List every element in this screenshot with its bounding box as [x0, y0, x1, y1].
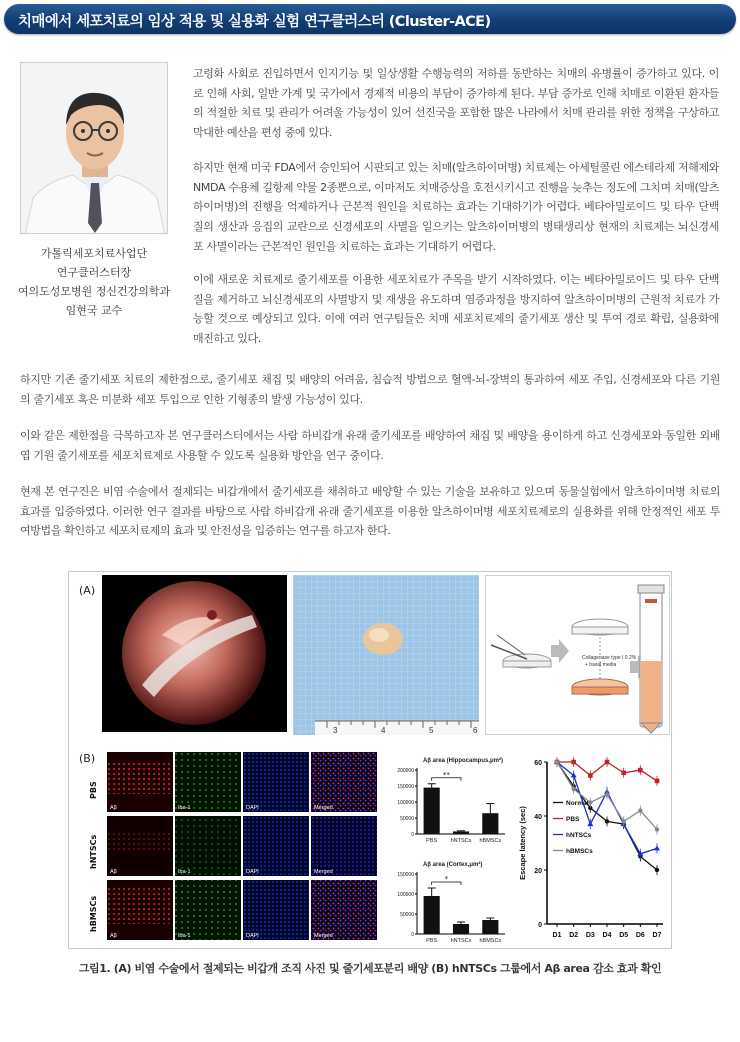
hippo-ytick-label: 0: [411, 832, 414, 838]
legend-label-hntscs: hNTSCs: [566, 832, 592, 839]
col-label-merged-1: Merged: [314, 805, 333, 811]
hippo-category-label: hBMSCs: [479, 838, 502, 844]
series-point-hbmscs: [588, 800, 592, 804]
series-point-normal: [655, 868, 659, 872]
paragraph-4: 하지만 기존 줄기세포 치료의 제한점으로, 줄기세포 채집 및 배양의 어려움, 침습적 방법으로 혈액-뇌-장벽의 통과하여 세포 주입, 신경세포와 다른 기원의 줄기세포 혹은 미분화 세포 투입으로 인한 기형종의 발생 가능성이 있다.: [20, 373, 720, 406]
series-point-normal: [605, 819, 609, 823]
series-point-hbmscs: [638, 808, 642, 812]
panel-b-label: (B): [79, 752, 96, 765]
title-bar: [4, 4, 736, 34]
line-ytick-label: 40: [534, 814, 542, 821]
line-xtick-label: D7: [652, 932, 662, 939]
cortex-bar: [482, 920, 498, 934]
line-xtick-label: D5: [619, 932, 629, 939]
hippo-significance-mark: **: [442, 770, 450, 779]
hippo-title: Aβ area (Hippocampus,μm²): [423, 758, 504, 764]
bar-chart-hippocampus: [381, 752, 511, 848]
legend-label-normal: Normal: [566, 800, 589, 807]
portrait-photo: [20, 62, 168, 234]
row-label-hntscs: hNTSCs: [89, 834, 98, 870]
col-label-abeta-3: Aβ: [110, 933, 117, 939]
col-label-iba1-3: Iba-1: [178, 933, 191, 939]
paragraph-3: 이에 새로운 치료제로 줄기세포를 이용한 세포치료가 주목을 받기 시작하였다. 이는 베타아밀로이드 및 타우 단백질을 제거하고 뇌신경세포의 사멸방지 및 재생을 유도하며 염증과정을 방지하여 알츠하이머병의 근원적 치료가 가능할 것으로 예상되고 있다. 이에 여러 연구팀들은 치매 세포치료제의 줄기세포 생산 및 투여 경로 확립, 실용화에 매진하고 있다.: [193, 273, 719, 346]
ruler-label-4: 4: [381, 726, 386, 735]
cortex-significance-mark: *: [444, 875, 449, 883]
cortex-category-label: hNTSCs: [450, 938, 472, 944]
col-label-merged-3: Merged: [314, 933, 333, 939]
paragraph-1: 고령화 사회로 진입하면서 인지기능 및 일상생활 수행능력의 저하를 동반하는 치매의 유병률이 증가하고 있다. 이로 인해 사회, 일반 가계 및 국가에서 경제적 비용의 부담이 증가하게 된다. 부담 증가로 인해 치매로 이환된 환자들의 적절한 치료 및 관리가 어려울 가능성이 있어 선진국을 포함한 많은 나라에서 치매 관리를 위한 정책을 구상하고 막대한 예산을 편성 중에 있다.: [193, 67, 719, 140]
series-point-pbs: [588, 773, 593, 778]
hippo-ytick-label: 100000: [397, 800, 414, 806]
person-affiliation: 가톨릭세포치료사업단: [40, 247, 148, 260]
cortex-bar: [453, 924, 469, 934]
paragraph-5: 이와 같은 제한점을 극복하고자 본 연구클러스터에서는 사람 하비갑개 유래 줄기세포를 배양하여 채집 및 배양을 용이하게 하고 신경세포와 동일한 외배엽 기원 줄기세포를 세포치료제로 사용할 수 있도록 실용화 방안을 연구 중이다.: [20, 429, 720, 462]
hippo-ytick-label: 50000: [400, 816, 414, 822]
cortex-category-label: PBS: [426, 938, 438, 944]
col-label-iba1-2: Iba-1: [178, 869, 191, 875]
portrait-illustration: [21, 63, 168, 234]
figure-caption: 그림1. (A) 비염 수술에서 절제되는 비갑개 조직 사진 및 줄기세포분리 배양 (B) hNTSCs 그룹에서 Aβ area 감소 효과 확인: [78, 962, 662, 975]
protocol-text-enzyme: Collagenase type I 0.2%: [582, 655, 637, 661]
series-point-hbmscs: [571, 787, 575, 791]
tissue-photo: [293, 575, 479, 735]
line-ytick-label: 60: [534, 760, 542, 767]
row-label-hbmscs: hBMSCs: [89, 895, 98, 933]
page-title: 치매에서 세포치료의 임상 적용 및 실용화 실험 연구클러스터 (Cluster-ACE): [18, 14, 491, 30]
paragraph-6: 현재 본 연구진은 비염 수술에서 절제되는 비갑개에서 줄기세포를 채취하고 배양할 수 있는 기술을 보유하고 있으며 동물실험에서 알츠하이머병 치료의 효과를 입증하였다. 이러한 연구 결과를 바탕으로 사람 하비갑개 유래 줄기세포를 이용한 알츠하이머병 세포치료제로의 실용화를 위해 안정적인 세포 투여방법을 확인하고 세포치료제의 효과 및 안전성을 입증하는 연구를 하고자 한다.: [20, 485, 720, 538]
line-y-axis-label: Escape latency (sec): [518, 806, 527, 880]
series-point-hntscs: [587, 821, 593, 826]
cortex-ytick-label: 0: [411, 932, 414, 938]
protocol-text-media: + basal media: [585, 662, 617, 668]
person-role: 연구클러스터장: [56, 266, 132, 279]
ruler-label-5: 5: [429, 726, 434, 735]
cortex-bar: [424, 896, 440, 934]
cortex-title: Aβ area (Cortex,μm²): [423, 862, 483, 868]
legend-label-hbmscs: hBMSCs: [566, 848, 593, 855]
row-label-pbs: PBS: [89, 781, 98, 799]
line-ytick-label: 20: [534, 868, 542, 875]
cortex-ytick-label: 50000: [400, 912, 414, 918]
micro-row-hntscs: [107, 816, 377, 876]
col-label-abeta-2: Aβ: [110, 869, 117, 875]
micro-row-hbmscs: [107, 880, 377, 940]
protocol-schematic: [485, 575, 670, 735]
line-chart-escape-latency: [515, 752, 669, 946]
cortex-ytick-label: 150000: [397, 872, 414, 878]
col-label-dapi-1: DAPI: [246, 805, 259, 811]
series-point-pbs: [655, 779, 660, 784]
series-point-hbmscs: [621, 819, 625, 823]
hippo-ytick-label: 150000: [397, 784, 414, 790]
ruler-label-3: 3: [333, 726, 338, 735]
col-label-iba1-1: Iba-1: [178, 805, 191, 811]
hippo-bar: [453, 831, 469, 834]
col-label-dapi-2: DAPI: [246, 869, 259, 875]
line-xtick-label: D6: [635, 932, 645, 939]
series-point-hntscs: [654, 845, 660, 850]
panel-a-label: (A): [79, 584, 96, 597]
person-name: 임현국 교수: [65, 304, 123, 317]
cortex-category-label: hBMSCs: [479, 938, 502, 944]
microscopy-grid: [89, 752, 379, 942]
research-figure: [68, 571, 672, 949]
hippo-category-label: PBS: [426, 838, 438, 844]
person-department: 여의도성모병원 정신건강의학과: [17, 285, 171, 298]
hippo-category-label: hNTSCs: [450, 838, 472, 844]
person-caption: [10, 244, 178, 320]
hippo-bar: [424, 788, 440, 834]
series-point-hbmscs: [555, 760, 559, 764]
series-point-pbs: [621, 771, 626, 776]
line-xtick-label: D3: [585, 932, 595, 939]
line-xtick-label: D2: [569, 932, 579, 939]
series-point-pbs: [638, 768, 643, 773]
col-label-dapi-3: DAPI: [246, 933, 259, 939]
legend-label-pbs: PBS: [566, 816, 580, 823]
series-point-pbs: [571, 760, 576, 765]
series-point-hbmscs: [605, 792, 609, 796]
hippo-ytick-label: 200000: [397, 768, 414, 774]
ruler-label-6: 6: [473, 726, 478, 735]
micro-image-cells: [107, 752, 379, 942]
col-label-merged-2: Merged: [314, 869, 333, 875]
bar-chart-cortex: [381, 856, 511, 948]
col-label-abeta-1: Aβ: [110, 805, 117, 811]
line-ytick-label: 0: [538, 922, 542, 929]
endoscopic-image: [102, 575, 287, 732]
line-xtick-label: D4: [602, 932, 612, 939]
paragraph-2: 하지만 현재 미국 FDA에서 승인되어 시판되고 있는 치매(알츠하이머병) 치료제는 아세틸콜린 에스테라제 저해제와 NMDA 수용체 길항제 약물 2종뿐으로, 이마저도 치매증상을 호전시키시고 진행을 늦추는 정도에 그치며 치매(알츠하이머병)의 진행을 억제하거나 근본적 원인을 치료하는 효과는 기대하기가 어렵다. 베타아밀로이드 및 타우 단백질의 생산과 응집의 교란으로 신경세포의 사멸을 일으키는 알츠하이머병의 병태생리상 현재의 치료제는 뇌신경세포 사멸이라는 근본적인 원인을 치료하는 효과는 기대하기 어렵다.: [193, 161, 719, 253]
micro-row-pbs: [107, 752, 377, 812]
line-xtick-label: D1: [552, 932, 562, 939]
series-point-pbs: [605, 760, 610, 765]
series-point-hbmscs: [655, 827, 659, 831]
cortex-ytick-label: 100000: [397, 892, 414, 898]
hippo-bar: [482, 813, 498, 834]
